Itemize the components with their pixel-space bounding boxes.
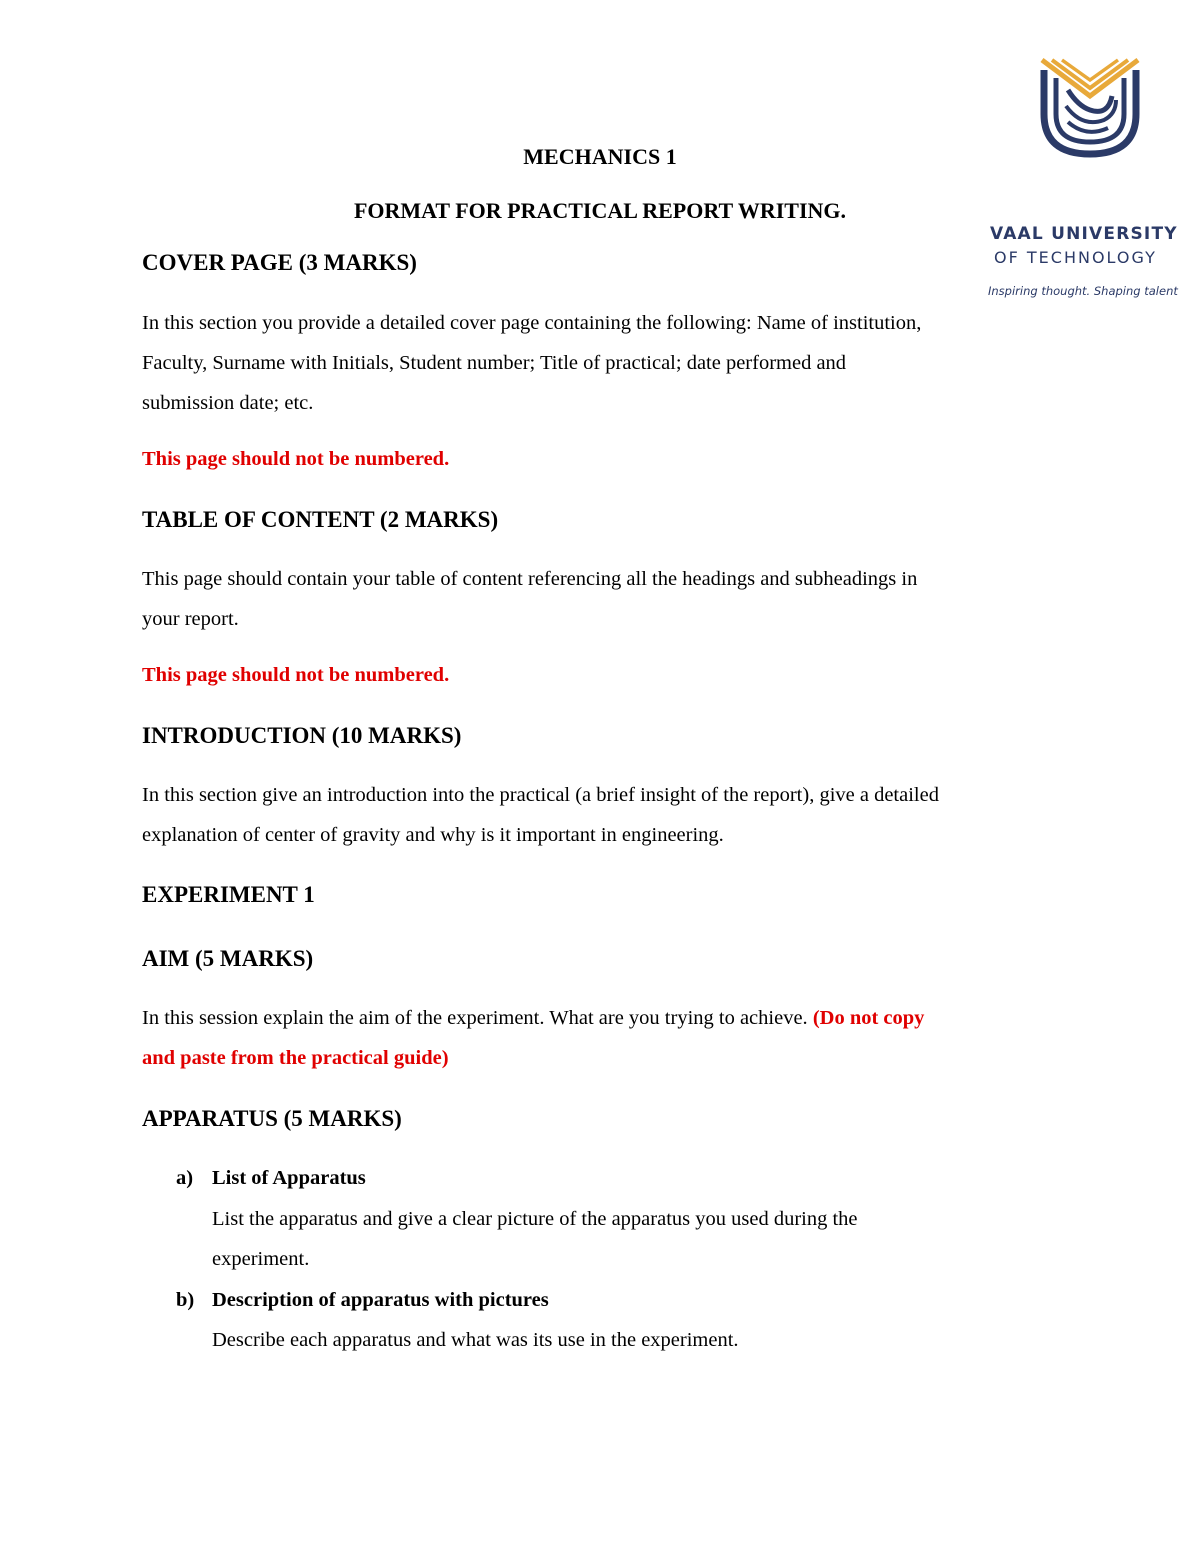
cover-page-text-line: submission date; etc. (142, 392, 314, 414)
apparatus-heading: APPARATUS (5 MARKS) (142, 1106, 402, 1131)
toc-note: This page should not be numbered. (142, 664, 450, 686)
logo-university-name: VAAL UNIVERSITY (990, 224, 1178, 244)
apparatus-item-text-line: experiment. (212, 1248, 310, 1270)
apparatus-item-title: List of Apparatus (212, 1167, 366, 1189)
vut-emblem-icon (1038, 56, 1142, 158)
experiment-heading: EXPERIMENT 1 (142, 882, 315, 907)
cover-page-heading: COVER PAGE (3 MARKS) (142, 250, 417, 275)
aim-heading: AIM (5 MARKS) (142, 946, 314, 971)
apparatus-item (0, 1289, 1200, 1317)
list-marker: a) (176, 1167, 194, 1189)
apparatus-item-title: Description of apparatus with pictures (212, 1289, 549, 1311)
toc-text-line: This page should contain your table of content referencing all the headings and subheadings in (142, 568, 918, 590)
introduction-text-line: In this section give an introduction into the practical (a brief insight of the report), give a detailed (142, 784, 939, 806)
aim-text-line (142, 1007, 924, 1030)
apparatus-item (0, 1167, 1200, 1195)
logo-tagline: Inspiring thought. Shaping talent (988, 284, 1178, 298)
introduction-text-line: explanation of center of gravity and why is it important in engineering. (142, 824, 724, 846)
cover-page-note: This page should not be numbered. (142, 448, 450, 470)
toc-text-line: your report. (142, 608, 239, 630)
logo-university-subtitle: OF TECHNOLOGY (994, 248, 1157, 267)
aim-warning-continued: and paste from the practical guide) (142, 1047, 449, 1069)
document-title: MECHANICS 1 (523, 144, 677, 169)
introduction-heading: INTRODUCTION (10 MARKS) (142, 723, 462, 748)
cover-page-text-line: Faculty, Surname with Initials, Student number; Title of practical; date performed and (142, 352, 847, 374)
apparatus-item-text-line: List the apparatus and give a clear picture of the apparatus you used during the (212, 1208, 858, 1230)
cover-page-text-line: In this section you provide a detailed cover page containing the following: Name of institution, (142, 312, 922, 334)
document-subtitle: FORMAT FOR PRACTICAL REPORT WRITING. (353, 198, 847, 223)
aim-text: In this session explain the aim of the experiment. What are you trying to achieve. (142, 1007, 808, 1029)
apparatus-item-text-line: Describe each apparatus and what was its use in the experiment. (212, 1329, 739, 1351)
aim-warning: (Do not copy (812, 1007, 925, 1029)
list-marker: b) (176, 1289, 195, 1311)
toc-heading: TABLE OF CONTENT (2 MARKS) (142, 507, 499, 532)
